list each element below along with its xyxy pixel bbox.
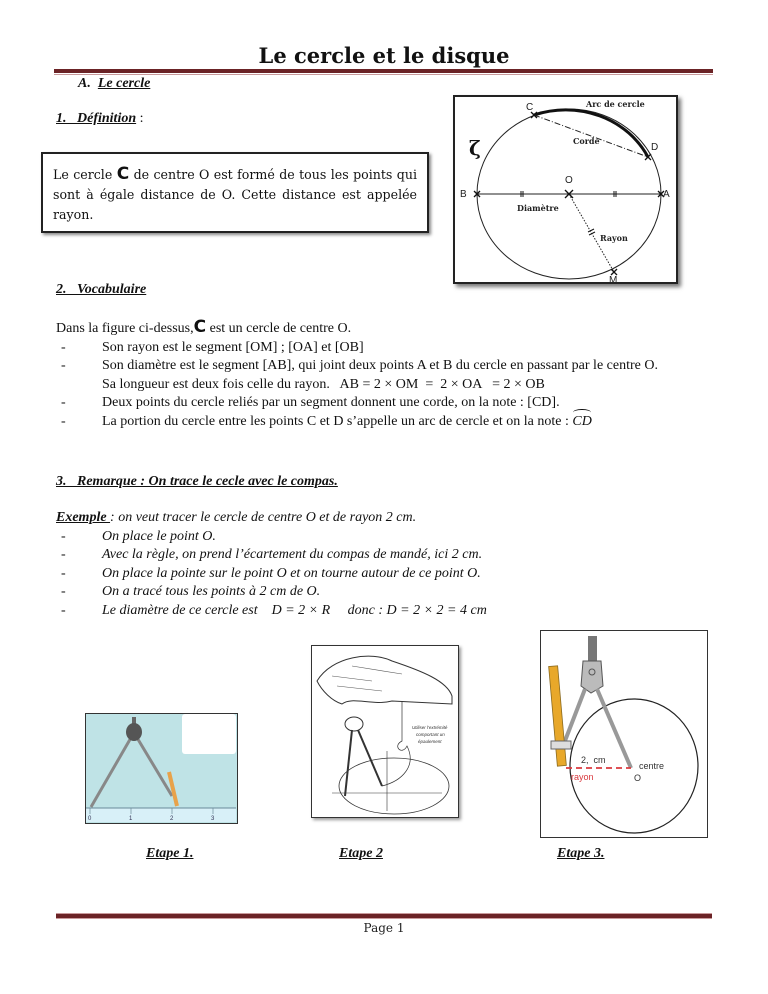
compass-ruler-illustration [86,714,236,822]
example-line [56,509,696,528]
point-d-label: D [651,142,659,153]
point-c-label: C [526,102,534,113]
footer-rule-thin-bottom [56,918,712,919]
ruler-tick-2: 2 [170,816,174,822]
point-b-label: B [460,189,467,200]
point-o-label: O [565,175,573,186]
header-rule-thin [54,74,713,75]
radius-label: Rayon [600,233,628,243]
step2-note-line2: comportant un [416,732,445,737]
definition-text-after: de centre O est formé de tous les points qui sont à égale distance de O. Cette distance est appelée rayon. [53,167,417,222]
step3-image [540,630,708,838]
vocabulary-item-text-line2: Sa longueur est deux fois celle du rayon. AB = 2 × OM = 2 × OA = 2 × OB [102,376,545,392]
compass-circle-illustration [541,631,706,836]
step2-caption: Etape 2 [339,846,383,861]
list-item [56,357,736,394]
step3-caption: Etape 3. [557,846,605,861]
section-a-number: A. [78,76,91,91]
vocabulary-item-text: Son rayon est le segment [OM] ; [OA] et [OB] [102,339,364,355]
step-text: Le diamètre de ce cercle est D = 2 × R donc : D = 2 × 2 = 4 cm [102,602,487,618]
remark-body [56,509,696,620]
definition-text-before: Le cercle [53,167,117,182]
step2-note: Utiliser l'extrémité [412,725,448,730]
definition-heading [56,111,144,127]
ruler-tick-1: 1 [129,816,133,822]
hand-compass-illustration [312,646,457,816]
list-item [56,583,696,602]
list-item [56,528,696,547]
remark-heading [56,472,338,490]
vocabulary-number: 2. [56,282,67,297]
list-item [56,602,696,621]
step2-note-line3: épaulement [418,739,442,744]
page-title: Le cercle et le disque [258,43,510,68]
step-text: On place la pointe sur le point O et on tourne autour de ce point O. [102,565,481,581]
radius-label: rayon [571,772,594,782]
vocabulary-intro [56,318,736,339]
center-o-label: O [634,773,642,783]
circle-diagram-svg [455,97,676,282]
definition-colon: : [136,111,144,126]
circle-diagram [453,95,678,284]
point-m-label: M [609,275,618,282]
circle-symbol: C [116,164,130,184]
arc-notation: CD [572,413,591,432]
example-label: Exemple [56,510,111,525]
list-item [56,565,696,584]
definition-box [41,152,429,233]
ruler-tick-3: 3 [211,816,215,822]
example-text: : on veut tracer le cercle de centre O et de rayon 2 cm. [110,510,417,525]
vocabulary-item-text: Deux points du cercle reliés par un segment donnent une corde, on la note : [CD]. [102,395,560,410]
section-a-label: Le cercle [97,76,151,91]
list-item [56,413,736,432]
ruler-tick-0: 0 [88,816,92,822]
header-rule [54,69,713,73]
step2-image [311,645,459,818]
diameter-label: Diamètre [517,203,559,213]
step-text: Avec la règle, on prend l’écartement du compas de mandé, ici 2 cm. [102,547,483,562]
vocabulary-intro-after: est un cercle de centre O. [206,321,352,336]
list-item [56,339,736,358]
vocabulary-item-text: La portion du cercle entre les points C et D s’appelle un arc de cercle et on la note : [102,413,573,429]
definition-number: 1. [56,111,67,126]
page-number: Page 1 [363,921,405,935]
definition-label: Définition [77,111,137,126]
chord-label: Corde [573,136,600,146]
remark-heading-text: 3. Remarque : On trace le cecle avec le compas. [56,474,338,489]
point-a-label: A [663,189,670,200]
step-text: On a tracé tous les points à 2 cm de O. [102,584,321,599]
arc-label: Arc de cercle [586,99,645,109]
step1-image [85,713,238,824]
vocabulary-body [56,318,736,431]
vocabulary-item-text: Son diamètre est le segment [AB], qui joint deux points A et B du cercle en passant par le centre O. [102,358,658,373]
vocabulary-intro-before: Dans la figure ci-dessus, [56,321,194,336]
step-text: On place le point O. [102,528,216,544]
vocabulary-heading [56,280,146,298]
center-label: centre [639,761,665,771]
vocabulary-label: Vocabulaire [77,282,147,297]
section-a-heading [78,76,150,92]
step1-caption: Etape 1. [146,846,194,861]
circle-symbol: C [193,317,207,337]
zeta-symbol: ζ [469,136,481,160]
steps-list [56,528,696,621]
length-label: 2, cm [581,755,606,765]
list-item [56,394,736,413]
vocabulary-list [56,339,736,432]
list-item [56,546,696,565]
